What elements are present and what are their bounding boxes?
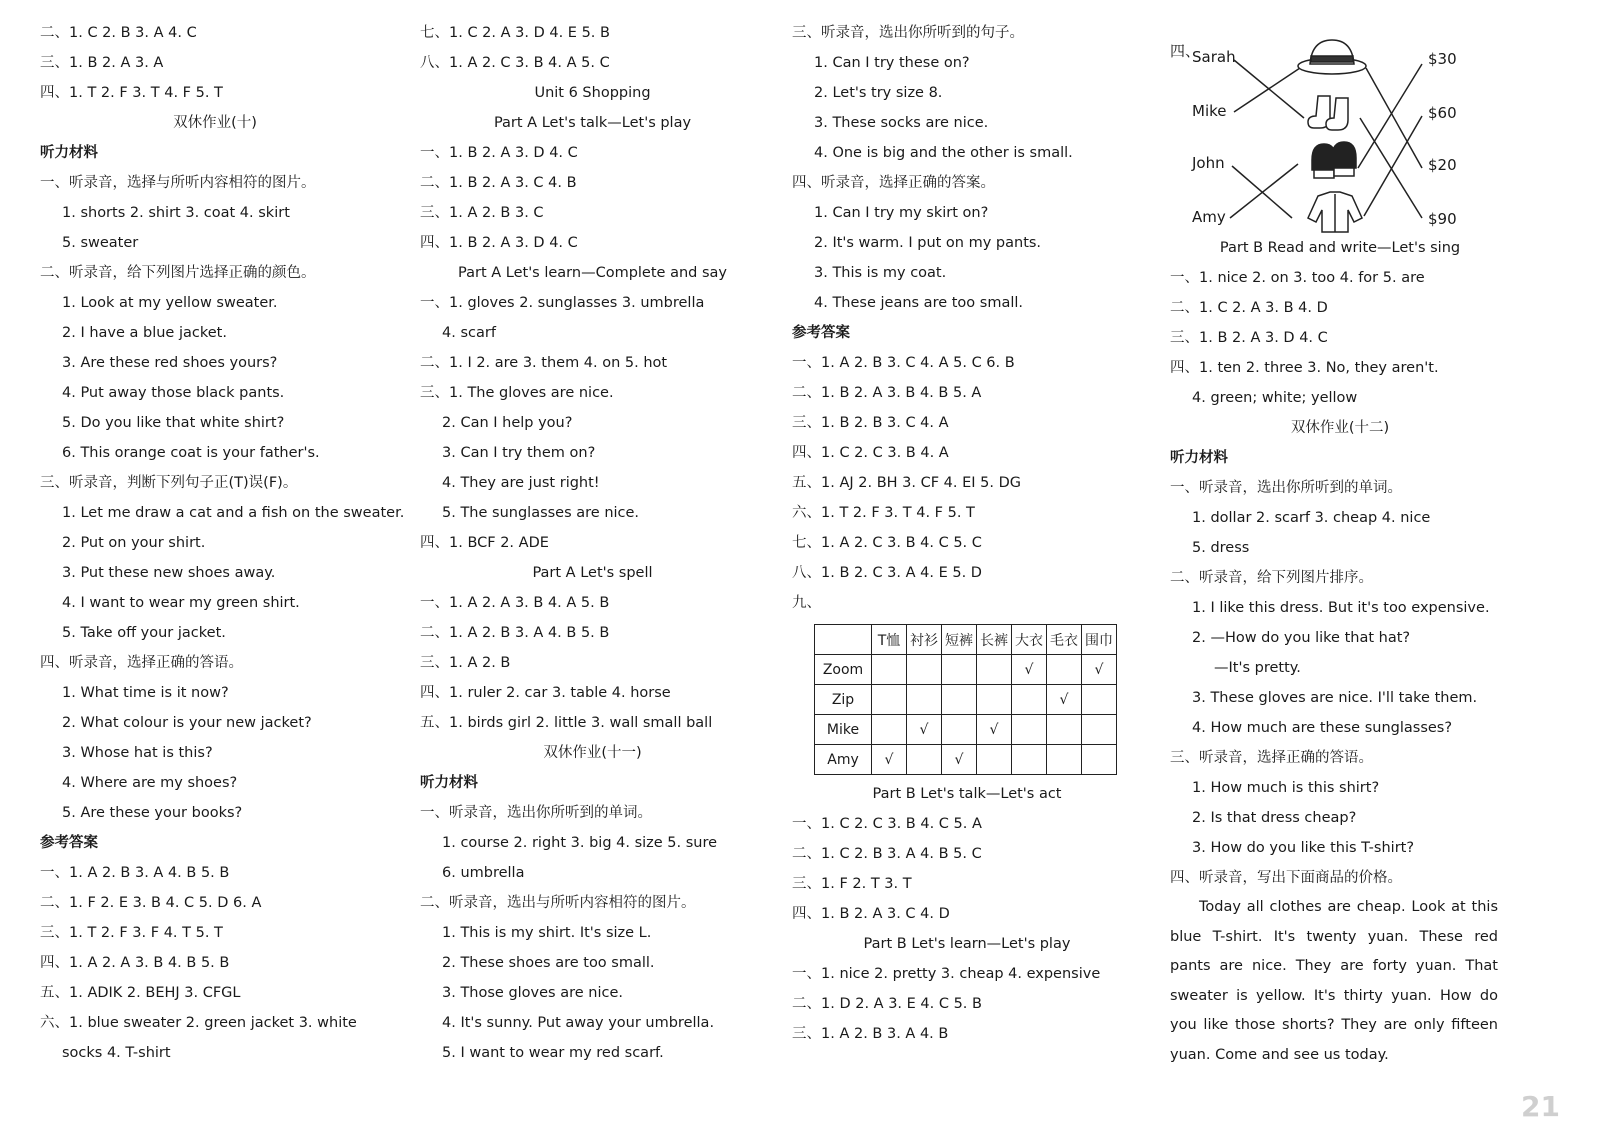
text-line: 4. Put away those black pants. [62,385,285,401]
text-line: 5. dress [1192,540,1250,556]
text-line: 一、1. A 2. B 3. A 4. B 5. B [40,865,230,881]
text-line: 1. dollar 2. scarf 3. cheap 4. nice [1192,510,1431,526]
table-row [815,745,1117,775]
table-header-cell: 短裤 [942,625,977,655]
table-cell [1082,745,1117,775]
text-line: 3. These gloves are nice. I'll take them. [1192,690,1478,706]
hat-icon [1298,40,1366,74]
text-line: 二、1. I 2. are 3. them 4. on 5. hot [420,355,668,371]
text-line: 5. Take off your jacket. [62,625,226,641]
text-line: 1. Let me draw a cat and a fish on the sweater. [62,505,405,521]
table-cell [942,655,977,685]
line-hat-price [1366,68,1422,168]
text-line: 一、听录音，选择与所听内容相符的图片。 [40,175,316,191]
table-cell [907,745,942,775]
socks-icon [1308,96,1348,130]
text-line: 3. These socks are nice. [814,115,989,131]
text-line: 三、1. A 2. B 3. C [420,205,544,221]
price-20: $20 [1428,156,1457,174]
text-line: 四、听录音，选择正确的答语。 [40,655,243,671]
table-header-cell: T恤 [872,625,907,655]
table-cell [977,685,1012,715]
text-line: 一、1. B 2. A 3. D 4. C [420,145,578,161]
answer-table [814,624,1117,775]
text-line: 一、1. C 2. C 3. B 4. C 5. A [792,816,982,832]
text-line: —It's pretty. [1214,660,1301,676]
table-header-cell: 毛衣 [1047,625,1082,655]
text-line: 六、1. T 2. F 3. T 4. F 5. T [792,505,975,521]
text-line: 3. This is my coat. [814,265,947,281]
table-cell [872,685,907,715]
column-1 [40,18,405,1068]
table-cell [1012,745,1047,775]
text-line: 5. The sunglasses are nice. [442,505,640,521]
text-line: 二、听录音，给下列图片排序。 [1170,570,1373,586]
text-line: 听力材料 [1170,450,1228,466]
text-line: 四、1. ruler 2. car 3. table 4. horse [420,685,671,701]
text-line: 2. It's warm. I put on my pants. [814,235,1042,251]
text-line: 四、1. A 2. A 3. B 4. B 5. B [40,955,230,971]
text-line: 四、听录音，写出下面商品的价格。 [1170,870,1402,886]
text-line: 四、1. B 2. A 3. D 4. C [420,235,578,251]
text-line: 三、1. A 2. B 3. A 4. B [792,1026,949,1042]
table-cell: Zoom [815,655,872,685]
text-line: 2. Put on your shirt. [62,535,206,551]
text-line: 二、听录音，选出与所听内容相符的图片。 [420,895,696,911]
text-line: Part A Let's talk—Let's play [493,115,692,131]
table-cell [1012,715,1047,745]
text-line: 八、1. A 2. C 3. B 4. A 5. C [420,55,610,71]
table-cell: Mike [815,715,872,745]
text-line: 5. I want to wear my red scarf. [442,1045,664,1061]
name-mike: Mike [1192,102,1227,120]
text-line: 六、1. blue sweater 2. green jacket 3. white [40,1015,357,1031]
column-2 [420,18,765,1068]
text-line: 4. It's sunny. Put away your umbrella. [442,1015,715,1031]
text-line: 九、 [792,595,821,611]
text-line: 二、1. C 2. B 3. A 4. C [40,25,197,41]
text-line: 4. scarf [442,325,496,341]
column-3-bottom [792,779,1142,1049]
column-3 [792,18,1142,1049]
text-line: 四、1. T 2. F 3. T 4. F 5. T [40,85,223,101]
text-line: 三、1. B 2. A 3. A [40,55,164,71]
text-line: 一、1. A 2. A 3. B 4. A 5. B [420,595,610,611]
text-line: 2. These shoes are too small. [442,955,655,971]
text-line: 1. shorts 2. shirt 3. coat 4. skirt [62,205,290,221]
table-header-cell: 围巾 [1082,625,1117,655]
line-sweater-price [1364,116,1422,216]
text-line: 二、1. B 2. A 3. C 4. B [420,175,577,191]
table-cell: Zip [815,685,872,715]
text-line: 四、1. C 2. C 3. B 4. A [792,445,949,461]
text-line: 6. This orange coat is your father's. [62,445,320,461]
table-cell: √ [907,715,942,745]
text-line: Part A Let's spell [532,565,653,581]
column-3-top [792,18,1142,618]
price-30: $30 [1428,50,1457,68]
text-line: 1. course 2. right 3. big 4. size 5. sure [442,835,718,851]
text-line: socks 4. T-shirt [62,1045,171,1061]
text-line: 1. This is my shirt. It's size L. [442,925,652,941]
text-line: 1. Can I try these on? [814,55,970,71]
page-number: 21 [1521,1090,1560,1123]
text-line: 4. They are just right! [442,475,600,491]
text-line: 四、听录音，选择正确的答案。 [792,175,995,191]
text-line: 二、听录音，给下列图片选择正确的颜色。 [40,265,316,281]
column-4-text [1170,233,1510,893]
text-line: 听力材料 [40,145,98,161]
text-line: 三、1. B 2. A 3. D 4. C [1170,330,1328,346]
text-line: 4. green; white; yellow [1192,390,1358,406]
text-line: 双休作业(十一) [543,745,642,761]
table-cell [1047,715,1082,745]
text-line: Part B Read and write—Let's sing [1219,240,1461,256]
text-line: 4. These jeans are too small. [814,295,1024,311]
text-line: 三、听录音，选出你所听到的句子。 [792,25,1024,41]
line-mike-hat [1234,68,1300,112]
table-cell [1047,655,1082,685]
text-line: Part A Let's learn—Complete and say [458,265,727,281]
table-cell [1012,685,1047,715]
text-line: 1. Look at my yellow sweater. [62,295,278,311]
text-line: 6. umbrella [442,865,525,881]
text-line: 五、1. birds girl 2. little 3. wall small ball [420,715,713,731]
text-line: 二、1. D 2. A 3. E 4. C 5. B [792,996,982,1012]
text-line: 三、1. F 2. T 3. T [792,876,912,892]
text-line: 四、1. ten 2. three 3. No, they aren't. [1170,360,1439,376]
text-line: 三、1. The gloves are nice. [420,385,614,401]
text-line: 三、听录音，选择正确的答语。 [1170,750,1373,766]
text-line: 5. Are these your books? [62,805,243,821]
text-line: 5. sweater [62,235,139,251]
text-line: 二、1. C 2. B 3. A 4. B 5. C [792,846,982,862]
text-line: 2. Can I help you? [442,415,573,431]
text-line: Part B Let's learn—Let's play [863,936,1071,952]
text-line: 一、听录音，选出你所听到的单词。 [1170,480,1402,496]
text-line: 3. Whose hat is this? [62,745,213,761]
price-60: $60 [1428,104,1457,122]
text-line: 4. I want to wear my green shirt. [62,595,300,611]
table-cell [872,655,907,685]
text-line: 三、1. B 2. B 3. C 4. A [792,415,949,431]
text-line: 2. I have a blue jacket. [62,325,227,341]
text-line: 1. I like this dress. But it's too expensive. [1192,600,1490,616]
text-line: 3. Are these red shoes yours? [62,355,278,371]
text-line: 一、1. nice 2. pretty 3. cheap 4. expensive [792,966,1101,982]
text-line: 双休作业(十二) [1290,420,1390,436]
line-gloves-price [1358,64,1422,168]
text-line: 一、听录音，选出你所听到的单词。 [420,805,652,821]
table-cell [977,655,1012,685]
column-4 [1170,18,1510,1070]
text-line: 5. Do you like that white shirt? [62,415,285,431]
text-line: 4. How much are these sunglasses? [1192,720,1453,736]
gloves-icon [1312,142,1356,178]
text-line: 七、1. C 2. A 3. D 4. E 5. B [420,25,610,41]
table-header-cell: 衬衫 [907,625,942,655]
line-amy-gloves [1230,164,1298,218]
table-cell: √ [977,715,1012,745]
matching-lines [1170,18,1500,233]
table-header-cell: 长裤 [977,625,1012,655]
text-line: 三、听录音，判断下列句子正(T)误(F)。 [40,475,298,491]
name-amy: Amy [1192,208,1226,226]
text-line: 听力材料 [420,775,478,791]
text-line: 一、1. nice 2. on 3. too 4. for 5. are [1170,270,1425,286]
name-john: John [1192,154,1225,172]
table-cell [1082,685,1117,715]
passage-paragraph: Today all clothes are cheap. Look at this blue T-shirt. It's twenty yuan. These red pants are nice. They are forty yuan. That sweater is yellow. It's thirty yuan. How do you like those shorts? They are only fifteen yuan. Come and see us today. [1170,899,1498,1063]
text-line: 2. Let's try size 8. [814,85,943,101]
table-cell [907,685,942,715]
text-line: 二、1. A 2. B 3. A 4. B 5. B [420,625,610,641]
table-header-cell: 大衣 [1012,625,1047,655]
table-cell [1082,715,1117,745]
text-line: 一、1. A 2. B 3. C 4. A 5. C 6. B [792,355,1015,371]
text-line: 三、1. T 2. F 3. F 4. T 5. T [40,925,223,941]
table-row [815,715,1117,745]
table-cell: √ [872,745,907,775]
table-row [815,655,1117,685]
text-line: 2. Is that dress cheap? [1192,810,1357,826]
text-line: 二、1. C 2. A 3. B 4. D [1170,300,1328,316]
text-line: 七、1. A 2. C 3. B 4. C 5. C [792,535,982,551]
table-cell: √ [942,745,977,775]
text-line: 三、1. A 2. B [420,655,511,671]
table-cell: √ [1012,655,1047,685]
text-line: 3. Those gloves are nice. [442,985,623,1001]
text-line: 1. Can I try my skirt on? [814,205,989,221]
figure-label: 四、 [1170,42,1201,60]
text-line: Unit 6 Shopping [534,85,651,101]
table-cell [942,685,977,715]
table-cell [1047,745,1082,775]
table-cell [907,655,942,685]
text-line: 3. Can I try them on? [442,445,596,461]
text-line: 四、1. BCF 2. ADE [420,535,549,551]
text-line: 二、1. F 2. E 3. B 4. C 5. D 6. A [40,895,262,911]
table-cell [977,745,1012,775]
text-line: 参考答案 [40,835,98,851]
text-line: 五、1. ADIK 2. BEHJ 3. CFGL [40,985,241,1001]
text-line: 3. Put these new shoes away. [62,565,276,581]
text-line: 3. How do you like this T-shirt? [1192,840,1415,856]
table-header-cell [815,625,872,655]
table-row [815,685,1117,715]
text-line: 1. What time is it now? [62,685,229,701]
table-cell: Amy [815,745,872,775]
table-cell: √ [1047,685,1082,715]
text-line: 八、1. B 2. C 3. A 4. E 5. D [792,565,982,581]
matching-figure [1170,18,1500,233]
text-line: 一、1. gloves 2. sunglasses 3. umbrella [420,295,705,311]
text-line: 4. Where are my shoes? [62,775,238,791]
text-line: 五、1. AJ 2. BH 3. CF 4. EI 5. DG [792,475,1022,491]
text-line: 四、1. B 2. A 3. C 4. D [792,906,950,922]
text-line: 2. —How do you like that hat? [1192,630,1411,646]
table-cell [942,715,977,745]
text-line: 2. What colour is your new jacket? [62,715,312,731]
name-sarah: Sarah [1192,48,1236,66]
text-line: 二、1. B 2. A 3. B 4. B 5. A [792,385,982,401]
text-line: 1. How much is this shirt? [1192,780,1380,796]
text-line: 4. One is big and the other is small. [814,145,1073,161]
sweater-icon [1308,192,1362,232]
table-cell: √ [1082,655,1117,685]
text-line: Part B Let's talk—Let's act [872,786,1062,802]
table-cell [872,715,907,745]
text-line: 双休作业(十) [173,115,257,131]
text-line: 参考答案 [792,325,850,341]
price-90: $90 [1428,210,1457,228]
